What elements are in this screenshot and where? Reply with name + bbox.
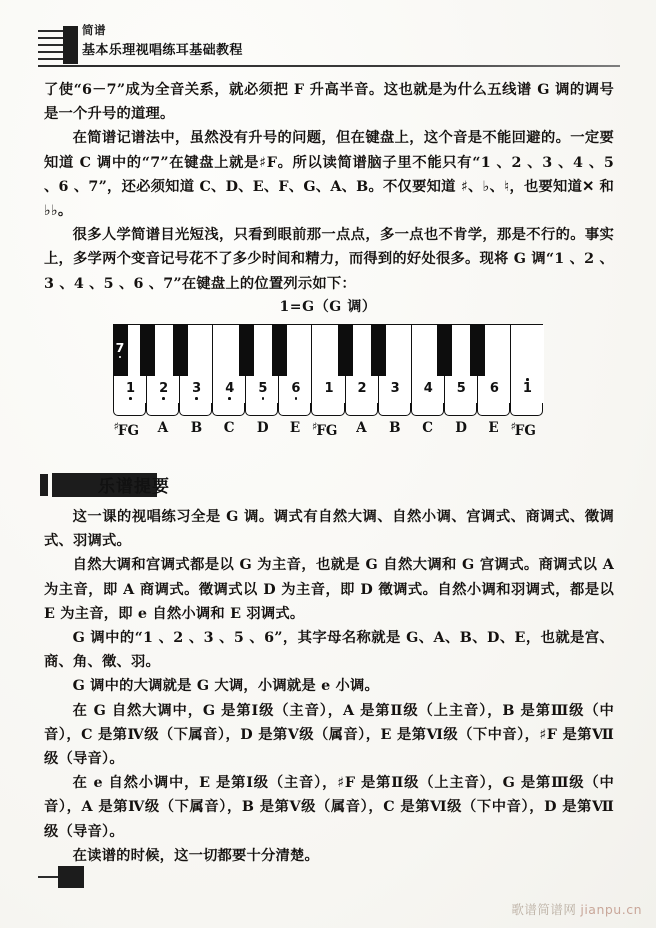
- key-letter-label: B: [190, 420, 203, 436]
- key-letter-label: ♯FG: [113, 420, 139, 439]
- key-letter-label: C: [223, 420, 235, 436]
- white-key-number: 1: [123, 381, 139, 400]
- black-key[interactable]: [470, 324, 485, 376]
- footer-page-block: [58, 866, 84, 888]
- footer-rule: [38, 876, 60, 878]
- black-key[interactable]: [239, 324, 254, 376]
- white-key-number: 4: [222, 381, 238, 400]
- body-text-top: [44, 78, 614, 296]
- body-text-bottom: [44, 505, 614, 868]
- keyboard-diagram: [113, 324, 543, 440]
- white-key-front: [510, 403, 543, 416]
- white-key-front: [113, 403, 146, 416]
- key-letter-label: E: [289, 420, 301, 436]
- white-key-front: [345, 403, 378, 416]
- white-key-number: 6: [288, 381, 304, 400]
- paragraph: G 调中的大调就是 G 大调，小调就是 e 小调。: [72, 678, 380, 695]
- key-letter-label: A: [356, 420, 367, 436]
- white-key-number: 4: [423, 381, 433, 396]
- key-letter-label: C: [422, 420, 433, 436]
- key-letter-label: D: [256, 420, 269, 436]
- watermark-en: jianpu.cn: [580, 902, 642, 917]
- key-letter-label: D: [455, 420, 468, 436]
- white-key-front: [444, 403, 477, 416]
- black-key-number: 7: [113, 340, 128, 358]
- white-key-number: 3: [390, 381, 400, 396]
- key-letter-label: B: [389, 420, 401, 436]
- site-watermark: [511, 900, 642, 918]
- section-heading: [40, 470, 340, 500]
- running-header: [38, 18, 620, 70]
- paragraph: 在 G 自然大调中，G 是第Ⅰ级（主音），A 是第Ⅱ级（上主音），B 是第Ⅲ级（中音），C 是第Ⅳ级（下属音），D 是第Ⅴ级（属音），E 是第Ⅵ级（下中音），♯F 是第Ⅶ级（导音）。: [44, 702, 614, 768]
- white-key-front: [311, 403, 344, 416]
- key-letter-label: A: [157, 420, 169, 436]
- key-letter-label: ♯FG: [312, 420, 338, 439]
- header-rule: [38, 65, 620, 67]
- keyboard-key-fronts: [113, 404, 543, 416]
- white-key-number: 2: [357, 381, 367, 396]
- paragraph: 这一课的视唱练习全是 G 调。调式有自然大调、自然小调、宫调式、商调式、徵调式、羽调式。: [44, 509, 614, 550]
- white-key-front: [245, 403, 278, 416]
- keyboard-figure: [0, 296, 656, 440]
- watermark-cn: 歌谱简谱网: [511, 902, 577, 917]
- white-key-front: [278, 403, 311, 416]
- section-heading-label: 乐谱提要: [98, 477, 170, 497]
- paragraph: 在读谱的时候，这一切都要十分清楚。: [72, 847, 320, 864]
- book-title-label: 基本乐理视唱练耳基础教程: [82, 43, 243, 58]
- white-key-front: [411, 403, 444, 416]
- white-key-number: 2: [156, 381, 172, 400]
- black-key[interactable]: [140, 324, 155, 376]
- paragraph: 在简谱记谱法中，虽然没有升号的问题，但在键盘上，这个音是不能回避的。一定要知道 C 调中的“7”在键盘上就是♯F。所以读简谱脑子里不能只有“1 、2 、3 、4 、5 、6 、7”，还必须知道 C、D、E、F、G、A、B。不仅要知道 ♯、♭、♮，也要知道✕ 和 ♭♭。: [44, 130, 614, 220]
- page-footer: [38, 862, 620, 892]
- keyboard-letter-labels: [113, 418, 543, 440]
- white-key-front: [146, 403, 179, 416]
- white-key-front: [477, 403, 510, 416]
- white-key-number: 5: [255, 381, 271, 400]
- book-series-label: 简谱: [82, 23, 106, 37]
- section-bar-icon: [40, 474, 48, 496]
- black-key[interactable]: [173, 324, 188, 376]
- white-key-number: 1: [324, 381, 334, 396]
- paragraph: 在 e 自然小调中，E 是第Ⅰ级（主音），♯F 是第Ⅱ级（上主音），G 是第Ⅲ级（中音），A 是第Ⅳ级（下属音），B 是第Ⅴ级（属音），C 是第Ⅵ级（下中音），D 是第Ⅶ级（导音）。: [44, 775, 614, 840]
- black-key[interactable]: [437, 324, 452, 376]
- white-key-front: [212, 403, 245, 416]
- black-key[interactable]: [338, 324, 353, 376]
- white-key-number: 3: [189, 381, 205, 400]
- header-black-block: [63, 26, 78, 64]
- key-letter-label: ♯FG: [510, 420, 536, 439]
- white-key-number: 5: [456, 381, 466, 396]
- white-key-number: 6: [489, 381, 499, 396]
- white-key-front: [179, 403, 212, 416]
- black-key[interactable]: [272, 324, 287, 376]
- paragraph: 很多人学简谱目光短浅，只看到眼前那一点点，多一点也不肯学，那是不行的。事实上，多学两个变音记号花不了多少时间和精力，而得到的好处很多。现将 G 调“1 、2 、3 、4 、5 、6 、7”在键盘上的位置列示如下：: [44, 227, 614, 292]
- paragraph: 了使“6－7”成为全音关系，就必须把 F 升高半音。这也就是为什么五线谱 G 调的调号是一个升号的道理。: [44, 82, 614, 123]
- black-key[interactable]: [371, 324, 386, 376]
- figure-title: 1=G（G 调）: [279, 299, 377, 315]
- white-key-number: 1: [519, 377, 535, 396]
- paragraph: G 调中的“1 、2 、3 、5 、6”，其字母名称就是 G、A、B、D、E，也就是宫、商、角、徵、羽。: [44, 630, 614, 671]
- key-letter-label: E: [488, 420, 499, 436]
- piano-keyboard: [113, 324, 543, 404]
- white-key-front: [378, 403, 411, 416]
- paragraph: 自然大调和宫调式都是以 G 为主音，也就是 G 自然大调和 G 宫调式。商调式以 A 为主音，即 A 商调式。徵调式以 D 为主音，即 D 徵调式。自然小调和羽调式，都是以 E 为主音，即 e 自然小调和 E 羽调式。: [44, 557, 614, 622]
